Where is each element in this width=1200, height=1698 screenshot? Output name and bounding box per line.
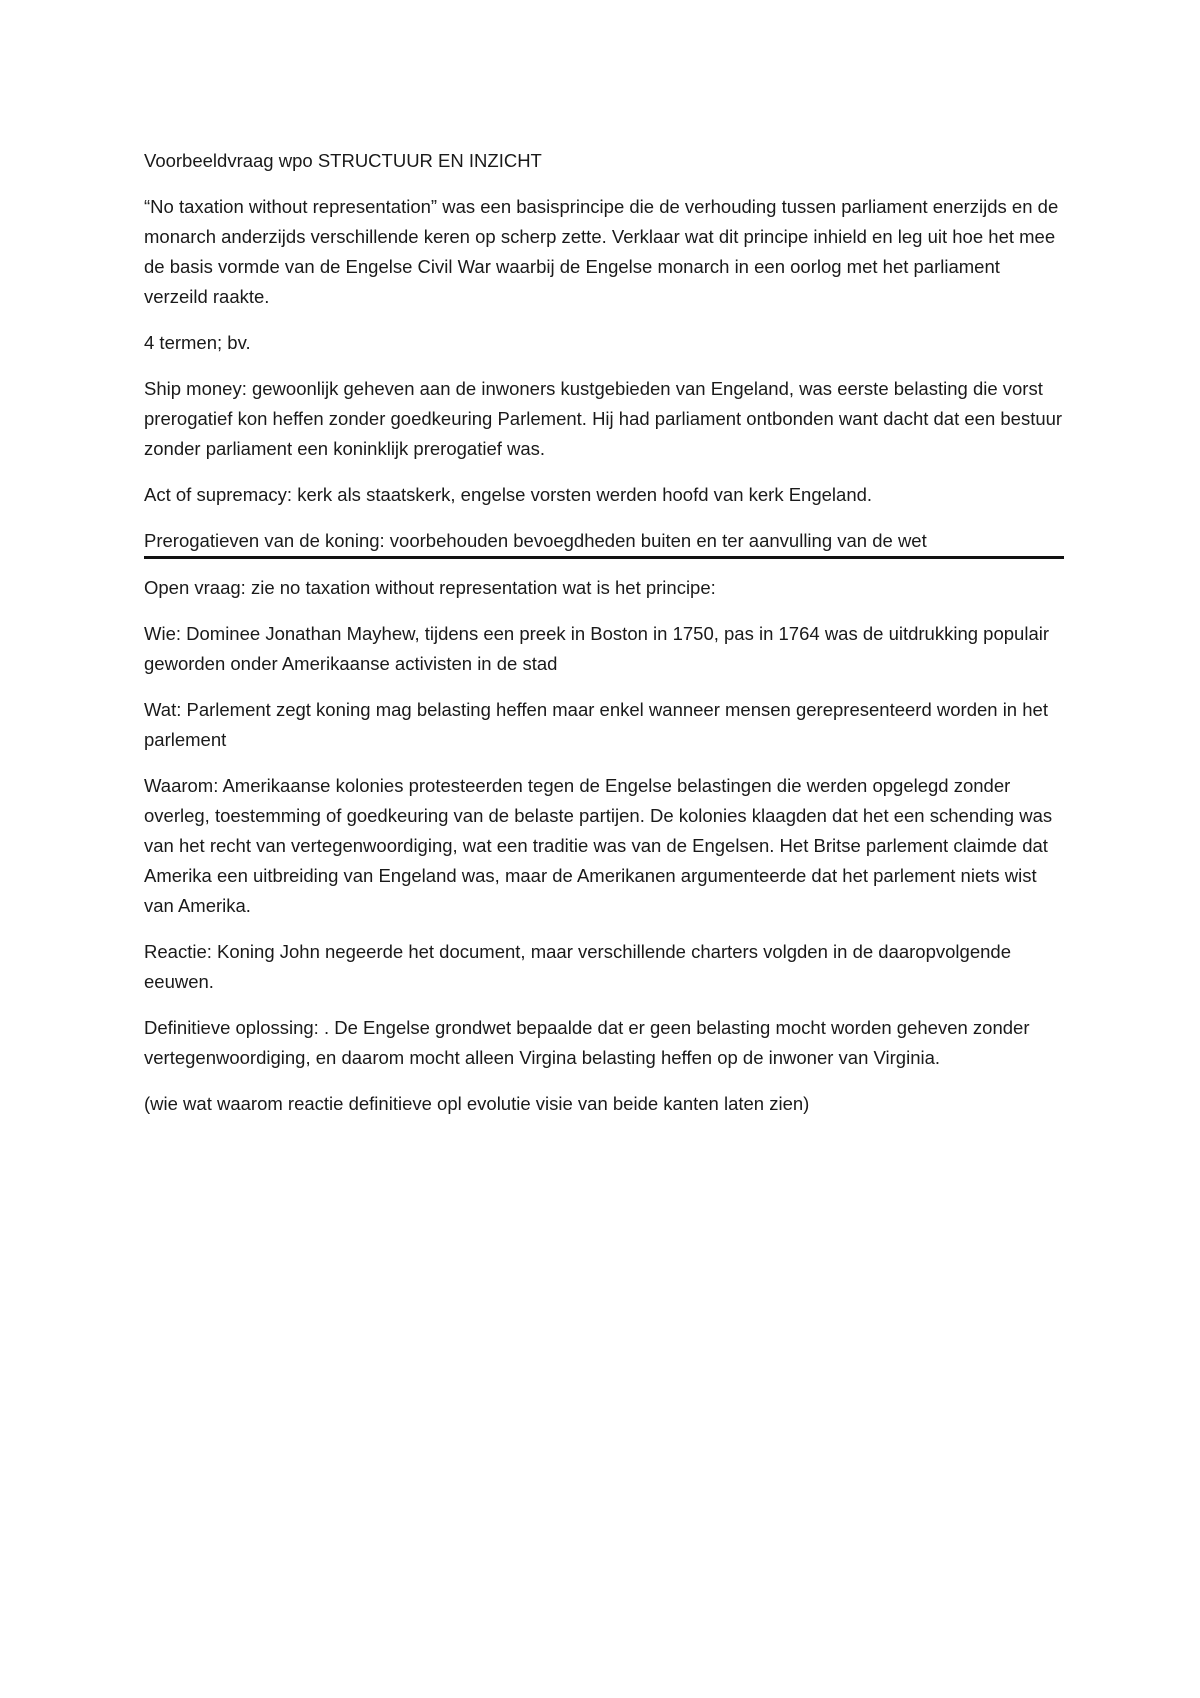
prerogatieven-paragraph: Prerogatieven van de koning: voorbehouden bevoegdheden buiten en ter aanvulling van de wet xyxy=(144,526,1064,559)
wie-paragraph: Wie: Dominee Jonathan Mayhew, tijdens een preek in Boston in 1750, pas in 1764 was de uitdrukking populair geworden onder Amerikaanse activisten in de stad xyxy=(144,623,1050,674)
waarom-paragraph: Waarom: Amerikaanse kolonies protesteerden tegen de Engelse belastingen die werden opgelegd zonder overleg, toestemming of goedkeuring van de belaste partijen. De kolonies klaagden dat het een schending was van het recht van vertegenwoordiging, wat een traditie was van de Engelsen. Het Britse parlement claimde dat Amerika een uitbreiding van Engeland was, maar de Amerikanen argumenteerde dat het parlement niets wist van Amerika. xyxy=(144,775,1053,916)
reactie-paragraph: Reactie: Koning John negeerde het document, maar verschillende charters volgden in de daaropvolgende eeuwen. xyxy=(144,941,1011,992)
definitieve-oplossing-paragraph: Definitieve oplossing: . De Engelse grondwet bepaalde dat er geen belasting mocht worden geheven zonder vertegenwoordiging, en daarom mocht alleen Virgina belasting heffen op de inwoner van Virginia. xyxy=(144,1017,1030,1068)
question-paragraph: “No taxation without representation” was een basisprincipe die de verhouding tussen parliament enerzijds en de monarch anderzijds verschillende keren op scherp zette. Verklaar wat dit principe inhield en leg uit hoe het mee de basis vormde van de Engelse Civil War waarbij de Engelse monarch in een oorlog met het parliament verzeild raakte. xyxy=(144,196,1059,307)
ship-money-paragraph: Ship money: gewoonlijk geheven aan de inwoners kustgebieden van Engeland, was eerste belasting die vorst prerogatief kon heffen zonder goedkeuring Parlement. Hij had parliament ontbonden want dacht dat een bestuur zonder parliament een koninklijk prerogatief was. xyxy=(144,378,1063,459)
terms-intro: 4 termen; bv. xyxy=(144,332,251,353)
closing-note: (wie wat waarom reactie definitieve opl evolutie visie van beide kanten laten zien) xyxy=(144,1093,810,1114)
document-title: Voorbeeldvraag wpo STRUCTUUR EN INZICHT xyxy=(144,150,542,171)
document-body xyxy=(144,146,1064,1135)
open-question-paragraph: Open vraag: zie no taxation without representation wat is het principe: xyxy=(144,577,716,598)
wat-paragraph: Wat: Parlement zegt koning mag belasting heffen maar enkel wanneer mensen gerepresenteerd worden in het parlement xyxy=(144,699,1048,750)
act-of-supremacy-paragraph: Act of supremacy: kerk als staatskerk, engelse vorsten werden hoofd van kerk Engeland. xyxy=(144,484,873,505)
